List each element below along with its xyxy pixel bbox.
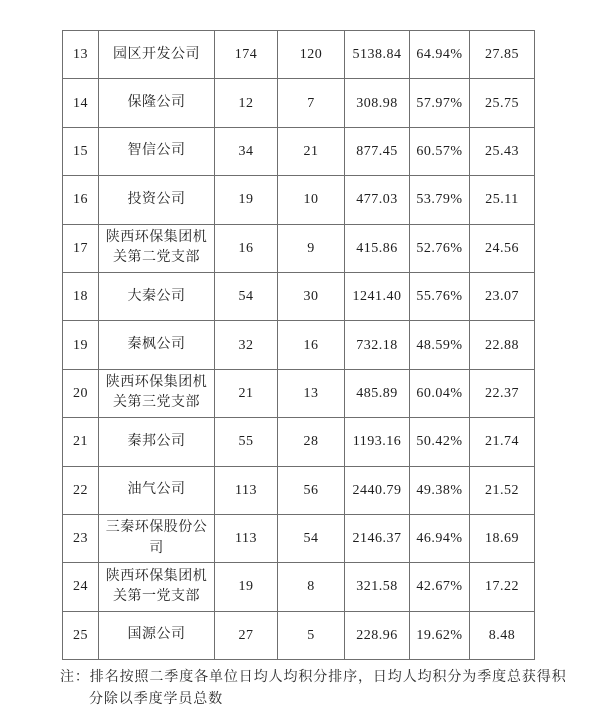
- table-cell-col4: 7: [278, 79, 345, 127]
- table-cell-col5: 321.58: [345, 563, 410, 611]
- table-cell-col7: 23.07: [470, 272, 535, 320]
- table-cell-rank: 21: [63, 418, 99, 466]
- table-cell-col6: 52.76%: [410, 224, 470, 272]
- table-cell-col3: 55: [215, 418, 278, 466]
- table-cell-col6: 55.76%: [410, 272, 470, 320]
- table-cell-col4: 28: [278, 418, 345, 466]
- table-row: [63, 31, 535, 79]
- table-cell-col3: 113: [215, 466, 278, 514]
- table-cell-col5: 308.98: [345, 79, 410, 127]
- table-row: [63, 418, 535, 466]
- table-cell-col5: 228.96: [345, 611, 410, 659]
- table-cell-col6: 42.67%: [410, 563, 470, 611]
- table-cell-name: 陕西环保集团机关第一党支部: [99, 563, 215, 611]
- table-cell-col7: 8.48: [470, 611, 535, 659]
- table-cell-col3: 113: [215, 514, 278, 562]
- table-cell-rank: 15: [63, 127, 99, 175]
- table-cell-col5: 477.03: [345, 176, 410, 224]
- table-cell-col4: 56: [278, 466, 345, 514]
- table-row: [63, 466, 535, 514]
- table-cell-col6: 46.94%: [410, 514, 470, 562]
- table-row: [63, 563, 535, 611]
- table-cell-name: 秦枫公司: [99, 321, 215, 369]
- table-row: [63, 224, 535, 272]
- table-cell-col7: 22.88: [470, 321, 535, 369]
- ranking-table-body: [63, 31, 535, 660]
- table-cell-name: 秦邦公司: [99, 418, 215, 466]
- table-cell-col4: 10: [278, 176, 345, 224]
- table-cell-name: 保隆公司: [99, 79, 215, 127]
- table-cell-name: 陕西环保集团机关第三党支部: [99, 369, 215, 417]
- table-cell-col4: 8: [278, 563, 345, 611]
- table-cell-col7: 27.85: [470, 31, 535, 79]
- table-row: [63, 79, 535, 127]
- table-row: [63, 514, 535, 562]
- table-cell-name: 智信公司: [99, 127, 215, 175]
- table-cell-col6: 64.94%: [410, 31, 470, 79]
- table-cell-col5: 1241.40: [345, 272, 410, 320]
- table-cell-col7: 21.74: [470, 418, 535, 466]
- table-cell-rank: 22: [63, 466, 99, 514]
- table-cell-col3: 19: [215, 563, 278, 611]
- table-cell-col6: 60.04%: [410, 369, 470, 417]
- table-cell-col4: 9: [278, 224, 345, 272]
- table-cell-col7: 25.11: [470, 176, 535, 224]
- table-cell-col6: 60.57%: [410, 127, 470, 175]
- table-cell-col7: 17.22: [470, 563, 535, 611]
- table-cell-name: 园区开发公司: [99, 31, 215, 79]
- table-cell-col3: 32: [215, 321, 278, 369]
- table-cell-col6: 49.38%: [410, 466, 470, 514]
- table-cell-col3: 27: [215, 611, 278, 659]
- table-cell-col7: 18.69: [470, 514, 535, 562]
- table-cell-col5: 2440.79: [345, 466, 410, 514]
- table-cell-col4: 54: [278, 514, 345, 562]
- table-cell-col7: 21.52: [470, 466, 535, 514]
- table-cell-rank: 23: [63, 514, 99, 562]
- table-cell-col4: 30: [278, 272, 345, 320]
- table-cell-col3: 16: [215, 224, 278, 272]
- table-cell-name: 三秦环保股份公司: [99, 514, 215, 562]
- table-row: [63, 369, 535, 417]
- table-cell-col3: 54: [215, 272, 278, 320]
- table-cell-col5: 732.18: [345, 321, 410, 369]
- table-cell-col7: 24.56: [470, 224, 535, 272]
- table-cell-col5: 2146.37: [345, 514, 410, 562]
- table-footnote: 注：排名按照二季度各单位日均人均积分排序，日均人均积分为季度总获得积分除以季度学员总数: [60, 670, 567, 707]
- table-cell-col3: 21: [215, 369, 278, 417]
- table-cell-col5: 877.45: [345, 127, 410, 175]
- table-cell-name: 投资公司: [99, 176, 215, 224]
- table-cell-col6: 50.42%: [410, 418, 470, 466]
- table-row: [63, 321, 535, 369]
- table-cell-col6: 57.97%: [410, 79, 470, 127]
- table-cell-rank: 13: [63, 31, 99, 79]
- table-row: [63, 611, 535, 659]
- table-cell-col5: 5138.84: [345, 31, 410, 79]
- table-cell-col4: 5: [278, 611, 345, 659]
- table-cell-col4: 21: [278, 127, 345, 175]
- table-row: [63, 272, 535, 320]
- table-row: [63, 176, 535, 224]
- table-cell-col3: 34: [215, 127, 278, 175]
- table-cell-col4: 13: [278, 369, 345, 417]
- ranking-table: [62, 30, 535, 660]
- table-cell-col4: 120: [278, 31, 345, 79]
- table-cell-col3: 174: [215, 31, 278, 79]
- table-cell-col6: 48.59%: [410, 321, 470, 369]
- table-cell-rank: 24: [63, 563, 99, 611]
- table-cell-col7: 22.37: [470, 369, 535, 417]
- table-cell-col7: 25.43: [470, 127, 535, 175]
- table-cell-rank: 19: [63, 321, 99, 369]
- table-cell-col3: 19: [215, 176, 278, 224]
- table-row: [63, 127, 535, 175]
- table-cell-col5: 485.89: [345, 369, 410, 417]
- table-cell-rank: 18: [63, 272, 99, 320]
- table-cell-col7: 25.75: [470, 79, 535, 127]
- table-cell-rank: 14: [63, 79, 99, 127]
- table-cell-col6: 19.62%: [410, 611, 470, 659]
- table-cell-name: 油气公司: [99, 466, 215, 514]
- table-cell-rank: 17: [63, 224, 99, 272]
- table-cell-col4: 16: [278, 321, 345, 369]
- table-cell-rank: 16: [63, 176, 99, 224]
- table-cell-rank: 20: [63, 369, 99, 417]
- table-cell-col5: 1193.16: [345, 418, 410, 466]
- table-cell-col3: 12: [215, 79, 278, 127]
- table-cell-name: 国源公司: [99, 611, 215, 659]
- table-cell-col5: 415.86: [345, 224, 410, 272]
- table-cell-name: 陕西环保集团机关第二党支部: [99, 224, 215, 272]
- table-cell-col6: 53.79%: [410, 176, 470, 224]
- table-cell-rank: 25: [63, 611, 99, 659]
- table-cell-name: 大秦公司: [99, 272, 215, 320]
